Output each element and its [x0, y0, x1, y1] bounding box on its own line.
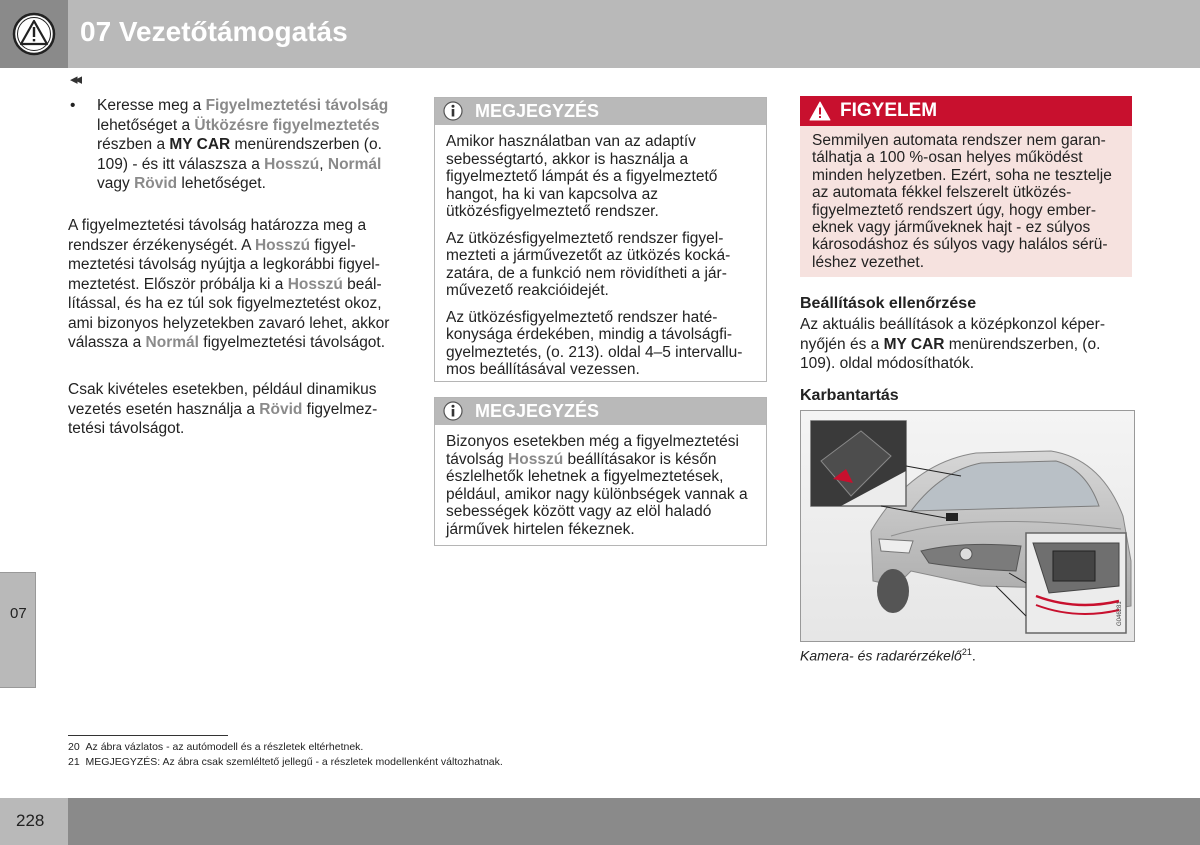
menu-option: Normál: [145, 334, 199, 351]
note-paragraph: Amikor használatban van az adaptív sebességtartó, akkor is használja a figyelmeztető lámpát és a figyelmeztető hangot, ha ki van kapcsolva az ütközésfigyelmeztető rendszer.: [446, 133, 718, 220]
menu-option: Hosszú: [254, 236, 311, 254]
warning-box: [800, 96, 1132, 277]
footer-band: [68, 798, 1200, 845]
car-illustration: [801, 411, 1134, 641]
camera-radar-illustration: [800, 410, 1135, 642]
note-body: [435, 125, 766, 387]
text: ,: [319, 155, 328, 173]
footnote-rule: [68, 735, 228, 736]
text: menürendszerben, (o. 109). oldal módosíthatók.: [800, 335, 1101, 372]
menu-name: MY CAR: [169, 136, 231, 153]
figure-caption: [800, 647, 976, 664]
text: figyelmeztetési távolságot.: [68, 400, 378, 437]
footnote-number: 20: [68, 741, 80, 753]
text: Csak kivételes esetekben, például dinamikus vezetés esetén használja a: [68, 381, 377, 418]
paragraph: [68, 380, 398, 439]
menu-option: Hosszú: [508, 450, 564, 468]
note-box: [434, 97, 767, 382]
note-title: MEGJEGYZÉS: [475, 401, 600, 421]
paragraph: [800, 315, 1135, 374]
image-code: G046281: [1117, 601, 1123, 626]
text: vagy: [97, 175, 135, 192]
footnote-number: 21: [68, 756, 80, 768]
menu-name: MY CAR: [883, 335, 945, 353]
footnote: [68, 741, 363, 753]
paragraph: [68, 216, 398, 353]
text: A figyelmeztetési távolság határozza meg a rendszer érzékenységét. A: [68, 217, 367, 254]
text: figyelmeztetési távolságot.: [198, 334, 386, 351]
footnote-text: MEGJEGYZÉS: Az ábra csak szemléltető jellegű - a részletek modellenként változhatnak.: [85, 756, 503, 768]
section-heading-text: Beállítások ellenőrzése: [800, 295, 977, 312]
text: lehetőséget.: [177, 175, 266, 192]
text: Bizonyos esetekben még a figyelmeztetési távolság: [446, 433, 739, 468]
text: beállítással, és ha ez túl sok figyelmeztetést okoz, ami bizonyos helyzetekben zavaró lehet, akkor válassza a: [68, 275, 390, 351]
text: Keresse meg a: [97, 97, 206, 114]
bullet-item: [97, 96, 397, 194]
menu-option: Rövid: [134, 175, 178, 192]
note-title: MEGJEGYZÉS: [475, 101, 600, 121]
text: menürendszerben (o. 109) - és itt válaszsza a: [97, 136, 382, 173]
menu-option: Rövid: [259, 400, 303, 418]
menu-option: Hosszú: [264, 155, 320, 173]
menu-option: Figyelmeztetési távolság: [205, 97, 389, 114]
section-heading: [800, 387, 899, 405]
note-paragraph: Az ütközésfigyelmeztető rendszer hatékonysága érdekében, mindig a távolságfigyelmeztetés, (o. 213). oldal 4–5 intervallumos beállításával vezessen.: [446, 308, 743, 378]
menu-option: Hosszú: [287, 275, 343, 293]
footnote: [68, 756, 503, 768]
info-icon: [443, 101, 463, 121]
text: beállításakor is későn észlelhetők lehetnek a figyelmeztetések, például, amikor nagy különbségek vannak a sebességek között vagy az elöl haladó járművek hirtelen fékeznek.: [446, 450, 748, 538]
text: részben a: [97, 136, 170, 153]
caption-end: .: [971, 647, 976, 664]
text: lehetőséget a: [97, 116, 195, 134]
footnote-text: Az ábra vázlatos - az autómodell és a részletek eltérhetnek.: [85, 741, 364, 753]
back-marker-icon: ◂◂: [70, 71, 80, 88]
menu-option: Ütközésre figyelmeztetés: [194, 116, 380, 134]
caption-text: Kamera- és radarérzékelő: [800, 647, 962, 664]
text: figyelmeztetési távolság nyújtja a legkorábbi figyelmeztetést. Először próbálja ki a: [68, 236, 380, 293]
warning-title: FIGYELEM: [840, 100, 938, 121]
section-heading: [800, 295, 976, 313]
note-box: [434, 397, 767, 546]
page-title: 07 Vezetőtámogatás: [80, 16, 348, 47]
info-icon: [443, 401, 463, 421]
warning-triangle-icon: [12, 12, 56, 56]
note-paragraph: Az ütközésfigyelmeztető rendszer figyelmezteti a járművezetőt az ütközés kockázatára, de a funkció nem rövidítheti a járművezető reakcióidejét.: [446, 229, 731, 299]
warning-text: Semmilyen automata rendszer nem garantálhatja a 100 %-osan helyes működést minden helyzetben. Ezért, soha ne tesztelje az automata fékkel felszerelt ütközésfigyelmeztető rendszert úgy, hogy embereknek vagy járműveknek hajt - ez súlyos károsodáshoz és súlyos vagy halálos sérüléshez vezethet.: [812, 132, 1112, 271]
chapter-tab: [0, 572, 36, 688]
warning-triangle-icon: [809, 100, 831, 122]
note-header: [435, 398, 766, 425]
menu-option: Normál: [327, 155, 382, 173]
warning-header: [800, 96, 1132, 126]
footnote-ref: 21: [961, 647, 972, 657]
section-heading-text: Karbantartás: [800, 387, 899, 404]
note-header: [435, 98, 766, 125]
note-paragraph: [446, 433, 756, 538]
bullet-marker: •: [70, 97, 76, 114]
text: Az aktuális beállítások a középkonzol képernyőjén és a: [800, 316, 1106, 353]
chapter-tab-label: 07: [10, 605, 27, 622]
page-number: 228: [16, 811, 45, 830]
note-body: [435, 425, 766, 546]
